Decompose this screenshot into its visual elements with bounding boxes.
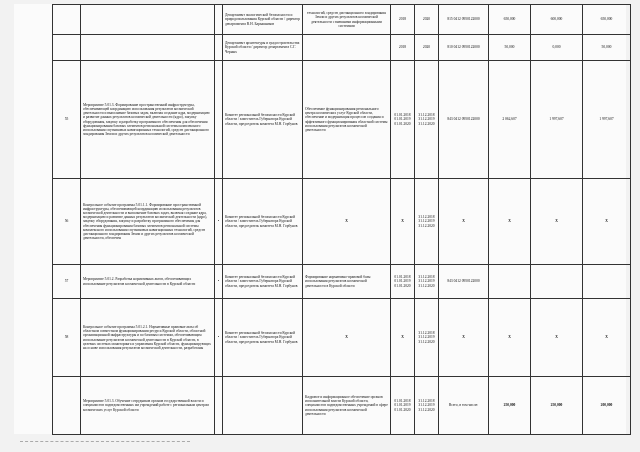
start-date: X	[391, 179, 415, 265]
responsible-party: Департамент архитектуры и градостроительства Курской области / директор департамента С.Г. Черных	[223, 35, 303, 61]
start-date: 2018	[391, 5, 415, 35]
amount-2018: 650,000	[489, 5, 531, 35]
expected-result: X	[303, 299, 391, 377]
amount-2019: X	[531, 299, 583, 377]
responsible-party: Комитет региональной безопасности Курской области / заместитель Губернатора Курской области, председатель комитета М.Н. Горбунов	[223, 179, 303, 265]
responsible-party	[223, 377, 303, 435]
responsible-party: Комитет региональной безопасности Курской области / заместитель Губернатора Курской области, председатель комитета М.Н. Горбунов	[223, 299, 303, 377]
row-number	[53, 35, 81, 61]
activity-description	[81, 5, 215, 35]
expected-result: Формирование нормативно-правовой базы использования результатов космической деятельности в Курской области	[303, 265, 391, 299]
table-row: 58 Контрольное событие программы 5.01.2.1. Нормативные правовые акты об областном совместном функционировании ресурса Курской области, областной организационной инфраструктуры и по базовым системам, обеспечивающим использование результатов космической деятельности в Курской области, в целевых системах мониторинга и управления Курской области, функционирующих на основе использования результатов космической деятельности, разработаны • Комитет региональной безопасности Курской области / заместитель Губернатора Курской области, председатель комитета М.Н. Горбунов X X 31.12.2018 31.12.2019 31.12.2020 X X X X	[53, 299, 631, 377]
program-table	[52, 4, 631, 435]
activity-description: Контрольное событие программы 5.01.1.1. Формирование пространственной инфраструктуры, обеспечивающей координацию использования результатов космической деятельности и выполнение базовых задач, включая создание ядра, модернизацию и развитие данных результатов космической деятельности (ядро), закупку оборудования, закупку и разработку программного обеспечения для обеспечения функционирования базовых элементов региональной системы комплексного использования спутниковых навигационных технологий, средств дистанционного зондирования Земли и других результатов космической деятельности, обеспечен	[81, 179, 215, 265]
table-row: 57 Мероприятие 5.01.2. Разработка нормативных актов, обеспечивающих использование результатов космической деятельности в Курской области • Комитет региональной безопасности Курской области / заместитель Губернатора Курской области, председатель комитета М.Н. Горбунов Формирование нормативно-правовой базы использования результатов космической деятельности в Курской области 01.01.2018 01.01.2019 01.01.2020 31.12.2018 31.12.2019 31.12.2020 843 0412 0950122000	[53, 265, 631, 299]
activity-description: Мероприятие 5.01.3. Обучение сотрудников органов государственной власти и специалистов подведомственных им учреждений работе с региональным центром космических услуг Курской области	[81, 377, 215, 435]
budget-code: X	[439, 179, 489, 265]
activity-description	[81, 35, 215, 61]
responsible-party: Комитет региональной безопасности Курской области / заместитель Губернатора Курской области, председатель комитета М.Н. Горбунов	[223, 61, 303, 179]
budget-code: X	[439, 299, 489, 377]
start-date: 01.01.2018 01.01.2019 01.01.2020	[391, 61, 415, 179]
budget-code: Всего, в том числе:	[439, 377, 489, 435]
amount-2020: 50,000	[583, 35, 631, 61]
budget-code: 843 0412 0950122000	[439, 61, 489, 179]
end-date: 31.12.2018 31.12.2019 31.12.2020	[415, 265, 439, 299]
end-date: 2020	[415, 5, 439, 35]
budget-code: 810 0412 0950122000	[439, 35, 489, 61]
row-number: 57	[53, 265, 81, 299]
end-date: 2020	[415, 35, 439, 61]
table-row: 56 Контрольное событие программы 5.01.1.1. Формирование пространственной инфраструктуры, обеспечивающей координацию использования результатов космической деятельности и выполнение базовых задач, включая создание ядра, модернизацию и развитие данных результатов космической деятельности (ядро), закупку оборудования, закупку и разработку программного обеспечения для обеспечения функционирования базовых элементов региональной системы комплексного использования спутниковых навигационных технологий, средств дистанционного зондирования Земли и других результатов космической деятельности, обеспечен • Комитет региональной безопасности Курской области / заместитель Губернатора Курской области, председатель комитета М.Н. Горбунов X X 31.12.2018 31.12.2019 31.12.2020 X X X X	[53, 179, 631, 265]
row-number	[53, 5, 81, 35]
responsible-party: Комитет региональной безопасности Курской области / заместитель Губернатора Курской области, председатель комитета М.Н. Горбунов	[223, 265, 303, 299]
responsible-party: Департамент экологической безопасности и природопользования Курской области / директор департамента В.Н. Барышников	[223, 5, 303, 35]
scan-artifact-line	[20, 441, 190, 442]
table-row	[53, 61, 631, 179]
amount-2020: 1 997,607	[583, 61, 631, 179]
amount-2019	[531, 265, 583, 299]
expected-result: Кадровое и информационное обеспечение органов исполнительной власти Курской области, специалистов подведомственных учреждений в сфере использования результатов космической деятельности	[303, 377, 391, 435]
table-row	[53, 35, 631, 61]
amount-2020: X	[583, 299, 631, 377]
row-number: 55	[53, 61, 81, 179]
expected-result: X	[303, 179, 391, 265]
amount-2018: 2 062,607	[489, 61, 531, 179]
activity-description: Мероприятие 5.01.2. Разработка нормативных актов, обеспечивающих использование результатов космической деятельности в Курской области	[81, 265, 215, 299]
activity-description: Контрольное событие программы 5.01.2.1. Нормативные правовые акты об областном совместном функционировании ресурса Курской области, областной организационной инфраструктуры и по базовым системам, обеспечивающим использование результатов космической деятельности в Курской области, в целевых системах мониторинга и управления Курской области, функционирующих на основе использования результатов космической деятельности, разработаны	[81, 299, 215, 377]
expected-result: технологий, средств дистанционного зондирования Земли и других результатов космической деятельности с внешними информационными системами	[303, 5, 391, 35]
end-date: 31.12.2018 31.12.2019 31.12.2020	[415, 377, 439, 435]
amount-2018: 50,000	[489, 35, 531, 61]
amount-2019: 0,000	[531, 35, 583, 61]
start-date: 2018	[391, 35, 415, 61]
end-date: 31.12.2018 31.12.2019 31.12.2020	[415, 179, 439, 265]
budget-code: 843 0412 0950122000	[439, 265, 489, 299]
start-date: 01.01.2018 01.01.2019 01.01.2020	[391, 377, 415, 435]
row-number	[53, 377, 81, 435]
amount-2020: 650,000	[583, 5, 631, 35]
end-date: 31.12.2018 31.12.2019 31.12.2020	[415, 61, 439, 179]
amount-2018: X	[489, 179, 531, 265]
amount-2019: 1 997,607	[531, 61, 583, 179]
amount-2018: 250,000	[489, 377, 531, 435]
amount-2018	[489, 265, 531, 299]
amount-2018: X	[489, 299, 531, 377]
row-number: 58	[53, 299, 81, 377]
row-number: 56	[53, 179, 81, 265]
expected-result	[303, 35, 391, 61]
end-date: 31.12.2018 31.12.2019 31.12.2020	[415, 299, 439, 377]
start-date: X	[391, 299, 415, 377]
expected-result: Обеспечение функционирования регионального центра космических услуг Курской области, обеспечение и модернизация процессов создания и эффективного функционирования областной системы использования результатов космической деятельности	[303, 61, 391, 179]
amount-2019: 250,000	[531, 377, 583, 435]
table-row	[53, 377, 631, 435]
amount-2019: 600,000	[531, 5, 583, 35]
amount-2019: X	[531, 179, 583, 265]
amount-2020	[583, 265, 631, 299]
amount-2020: X	[583, 179, 631, 265]
budget-code: 815 0412 0950122000	[439, 5, 489, 35]
amount-2020: 200,000	[583, 377, 631, 435]
document-page	[14, 4, 626, 434]
table-row	[53, 5, 631, 35]
start-date: 01.01.2018 01.01.2019 01.01.2020	[391, 265, 415, 299]
activity-description: Мероприятие 5.01.3. Формирование пространственной инфраструктуры, обеспечивающей координацию использования результатов космической деятельности и выполнение базовых задач, включая создание ядра, модернизацию и развитие данных результатов космической деятельности (ядро), закупку оборудования, закупку и разработку программного обеспечения для обеспечения функционирования базовых элементов региональной системы комплексного использования спутниковых навигационных технологий, средств дистанционного зондирования Земли и других результатов космической деятельности	[81, 61, 215, 179]
